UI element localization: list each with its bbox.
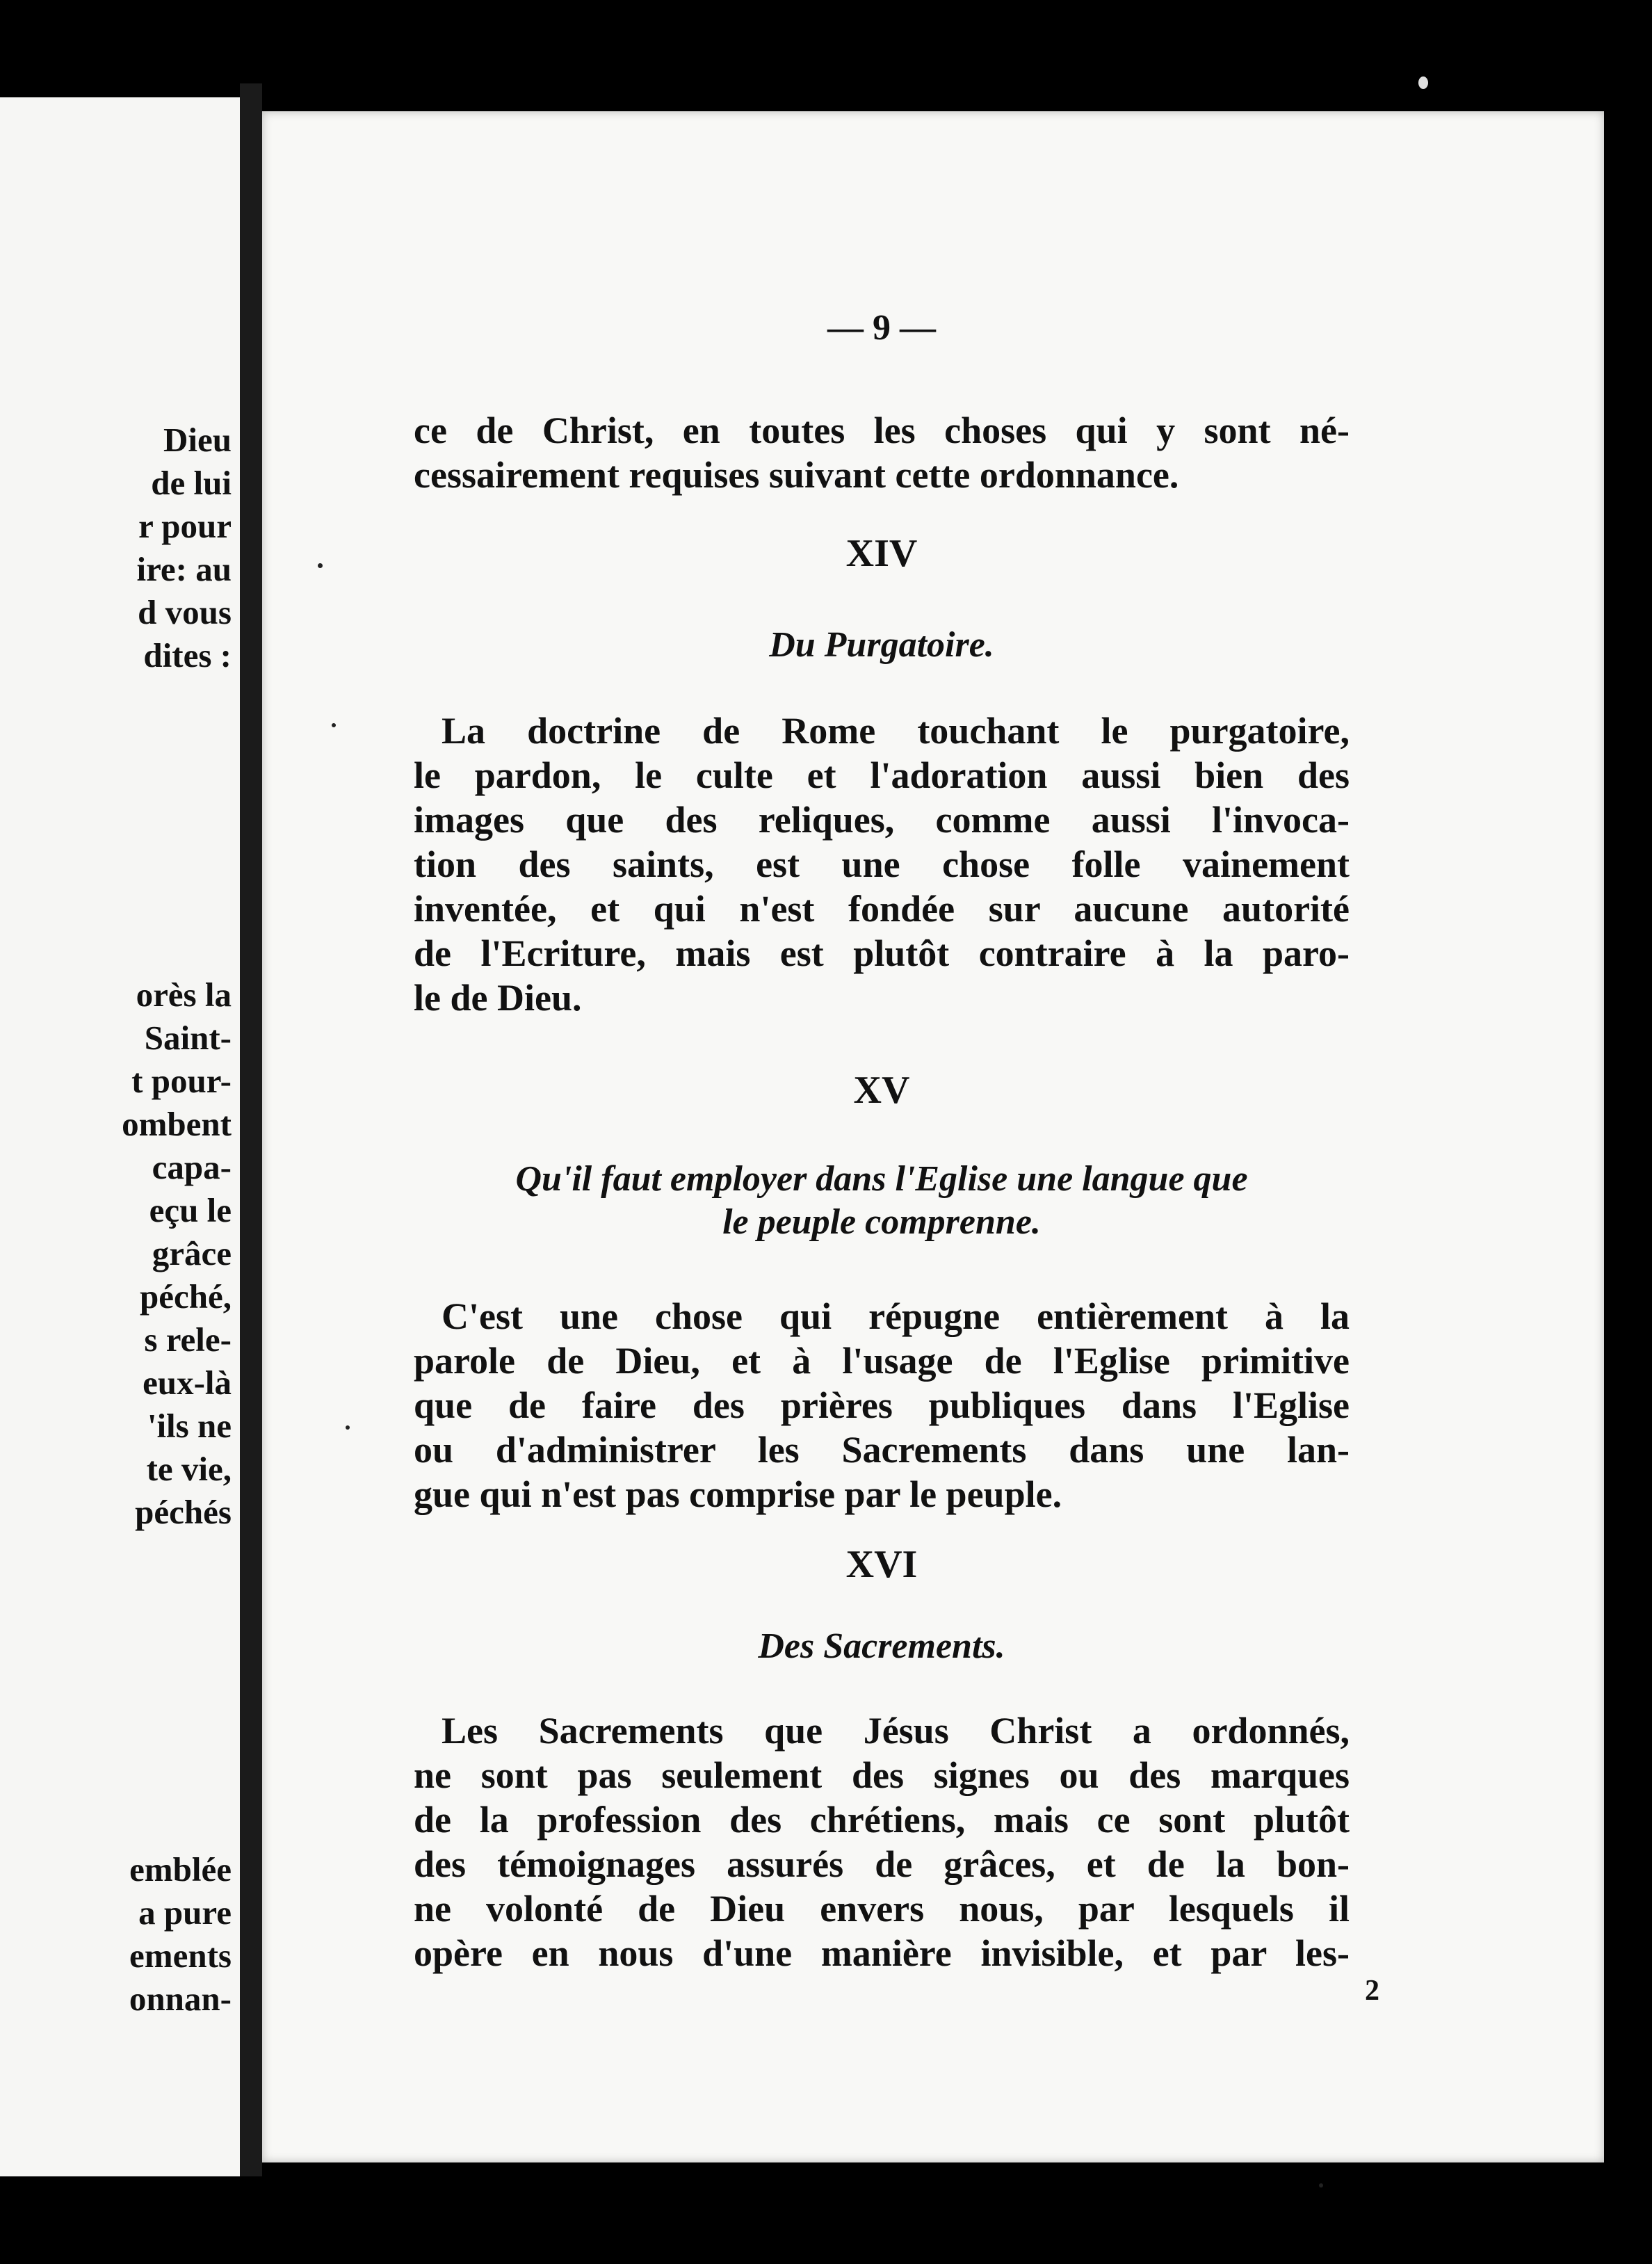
left-page-line: emblée <box>129 1850 232 1889</box>
scan-speck <box>332 723 336 727</box>
left-page-line: capa- <box>152 1148 232 1186</box>
body-line: inventée, et qui n'est fondée sur aucune autorité <box>414 888 1350 930</box>
scan-speck <box>318 563 323 568</box>
left-page-line: t pour- <box>131 1062 232 1100</box>
section-title: le peuple comprenne. <box>722 1202 1041 1242</box>
section-title: Des Sacrements. <box>758 1626 1005 1666</box>
body-line: La doctrine de Rome touchant le purgatoire, <box>442 710 1350 752</box>
left-page-line: Saint- <box>144 1019 232 1057</box>
left-page-line: ements <box>129 1936 232 1975</box>
body-line: parole de Dieu, et à l'usage de l'Eglise primitive <box>414 1340 1350 1382</box>
left-page-line: d vous <box>138 593 232 631</box>
left-page-line: dites : <box>143 636 232 674</box>
page-number: — 9 — <box>827 308 936 348</box>
right-page <box>262 111 1604 2162</box>
section-title: Qu'il faut employer dans l'Eglise une langue que <box>515 1159 1248 1199</box>
left-page-line: onnan- <box>129 1980 232 2018</box>
body-line: images que des reliques, comme aussi l'invoca- <box>414 799 1350 841</box>
body-line: ce de Christ, en toutes les choses qui y sont né- <box>414 410 1350 451</box>
scan-speck <box>346 1425 350 1430</box>
left-facing-page <box>0 97 240 2176</box>
body-line: opère en nous d'une manière invisible, et par les- <box>414 1932 1350 1974</box>
left-page-line: ombent <box>122 1105 232 1143</box>
section-title: Du Purgatoire. <box>769 625 994 665</box>
scan-speck <box>1319 2183 1323 2188</box>
left-page-line: de lui <box>151 464 232 502</box>
body-line: le de Dieu. <box>414 977 582 1019</box>
body-line: cessairement requises suivant cette ordonnance. <box>414 454 1179 496</box>
body-line: de l'Ecriture, mais est plutôt contraire à la paro- <box>414 932 1350 974</box>
book-gutter <box>240 83 262 2176</box>
left-page-line: orès la <box>136 976 232 1014</box>
body-line: que de faire des prières publiques dans l'Eglise <box>414 1384 1350 1426</box>
body-line: le pardon, le culte et l'adoration aussi bien des <box>414 754 1350 796</box>
section-numeral: XVI <box>845 1543 918 1586</box>
body-line: tion des saints, est une chose folle vainement <box>414 843 1350 885</box>
left-page-line: ire: au <box>136 550 232 588</box>
left-page-line: eçu le <box>149 1191 232 1229</box>
section-numeral: XIV <box>845 532 918 575</box>
signature-mark: 2 <box>1365 1975 1379 2007</box>
body-line: des témoignages assurés de grâces, et de la bon- <box>414 1843 1350 1885</box>
body-line: ou d'administrer les Sacrements dans une lan- <box>414 1429 1350 1471</box>
scan-speck <box>1418 76 1428 89</box>
body-line: ne sont pas seulement des signes ou des marques <box>414 1754 1350 1796</box>
section-numeral: XV <box>853 1069 910 1112</box>
body-line: de la profession des chrétiens, mais ce sont plutôt <box>414 1799 1350 1841</box>
body-line: Les Sacrements que Jésus Christ a ordonnés, <box>442 1710 1350 1752</box>
left-page-line: 'ils ne <box>147 1407 232 1445</box>
left-page-line: eux-là <box>143 1364 232 1402</box>
left-page-line: a pure <box>138 1893 232 1932</box>
body-line: gue qui n'est pas comprise par le peuple. <box>414 1473 1062 1515</box>
body-line: ne volonté de Dieu envers nous, par lesquels il <box>414 1888 1350 1930</box>
left-page-line: grâce <box>152 1234 232 1272</box>
left-page-line: péchés <box>135 1493 232 1531</box>
left-page-line: péché, <box>140 1277 232 1316</box>
left-page-line: Dieu <box>163 421 232 459</box>
left-page-line: r pour <box>138 507 232 545</box>
left-page-line: te vie, <box>146 1450 232 1488</box>
body-line: C'est une chose qui répugne entièrement à la <box>442 1295 1350 1337</box>
left-page-line: s rele- <box>144 1320 232 1359</box>
